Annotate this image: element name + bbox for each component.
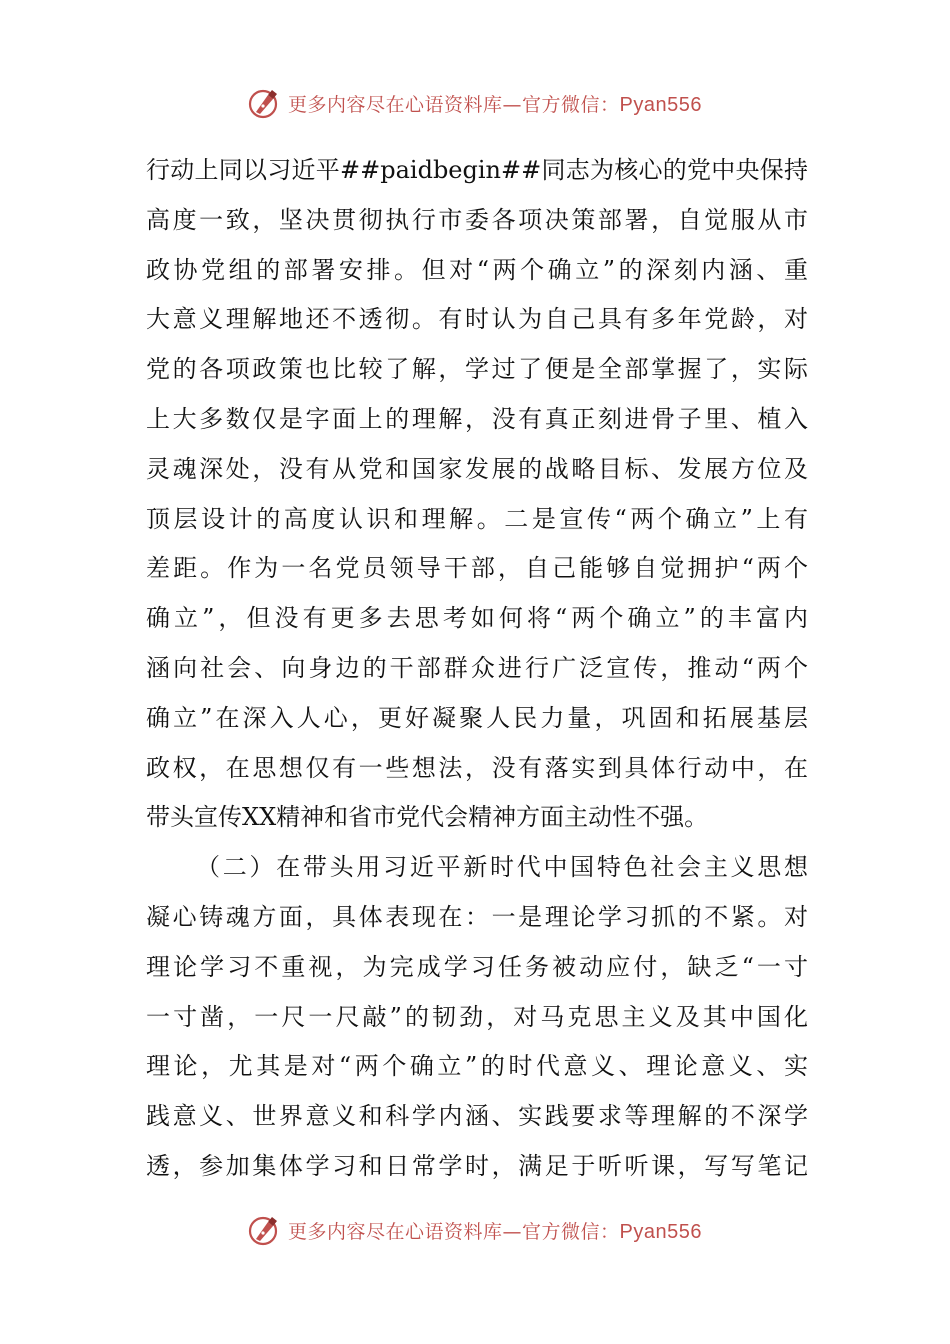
footer-watermark <box>0 1210 950 1250</box>
text-line: 透，参加集体学习和日常学时，满足于听听课，写写笔记 <box>146 1151 808 1180</box>
pen-nib-logo-icon <box>248 86 282 120</box>
text-line: 党的各项政策也比较了解，学过了便是全部掌握了，实际 <box>146 355 808 384</box>
text-line: 确立”，但没有更多去思考如何将“两个确立”的丰富内 <box>146 604 808 633</box>
text-line: 理论，尤其是对“两个确立”的时代意义、理论意义、实 <box>146 1052 808 1081</box>
header-watermark <box>0 83 950 123</box>
text-line: 大意义理解地还不透彻。有时认为自己具有多年党龄，对 <box>146 305 808 334</box>
watermark-text: 更多内容尽在心语资料库—官方微信：Pyan556 <box>288 93 702 116</box>
watermark-text: 更多内容尽在心语资料库—官方微信：Pyan556 <box>288 1220 702 1243</box>
pen-nib-logo-icon <box>248 1213 282 1247</box>
text-line: 政协党组的部署安排。但对“两个确立”的深刻内涵、重 <box>146 255 808 284</box>
text-line: 行动上同以习近平##paidbegin##同志为核心的党中央保持 <box>146 156 808 184</box>
text-line: 上大多数仅是字面上的理解，没有真正刻进骨子里、植入 <box>146 404 808 433</box>
text-line: 政权，在思想仅有一些想法，没有落实到具体行动中，在 <box>146 753 808 782</box>
document-body <box>146 146 808 1192</box>
text-line: 带头宣传XX精神和省市党代会精神方面主动性不强。 <box>146 803 709 832</box>
text-line: 践意义、世界意义和科学内涵、实践要求等理解的不深学 <box>146 1102 808 1131</box>
text-line: 高度一致，坚决贯彻执行市委各项决策部署，自觉服从市 <box>146 205 808 234</box>
text-line: 灵魂深处，没有从党和国家发展的战略目标、发展方位及 <box>146 454 808 483</box>
text-line: 确立”在深入人心，更好凝聚人民力量，巩固和拓展基层 <box>146 703 808 732</box>
text-line: 顶层设计的高度认识和理解。二是宣传“两个确立”上有 <box>146 504 808 533</box>
text-line: 理论学习不重视，为完成学习任务被动应付，缺乏“一寸 <box>146 952 808 981</box>
text-line: 一寸凿，一尺一尺敲”的韧劲，对马克思主义及其中国化 <box>146 1002 808 1031</box>
text-line: 差距。作为一名党员领导干部，自己能够自觉拥护“两个 <box>146 554 808 583</box>
section-heading-line: （二）在带头用习近平新时代中国特色社会主义思想 <box>196 853 808 882</box>
text-line: 涵向社会、向身边的干部群众进行广泛宣传，推动“两个 <box>146 653 808 682</box>
text-line: 凝心铸魂方面，具体表现在：一是理论学习抓的不紧。对 <box>146 902 808 931</box>
